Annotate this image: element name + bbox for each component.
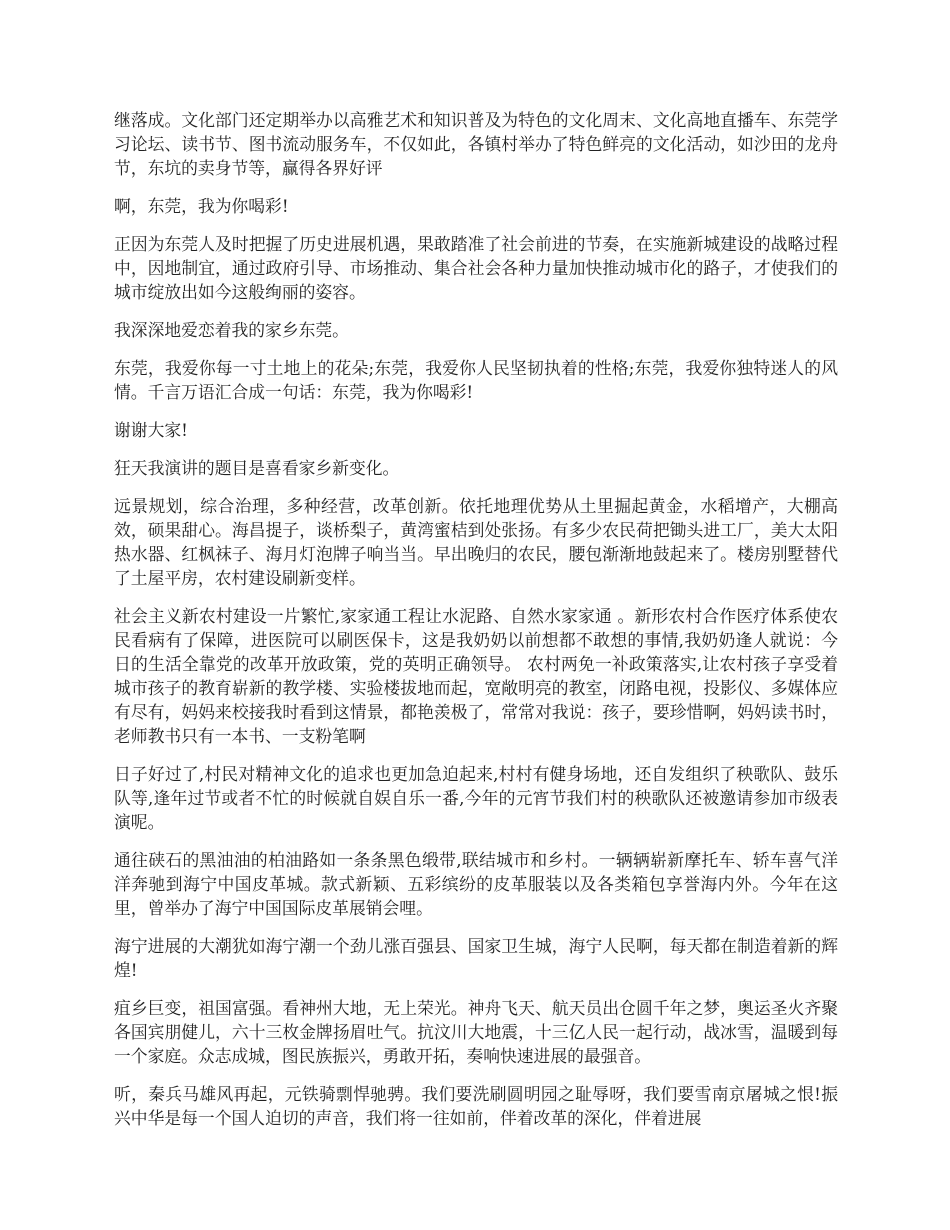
paragraph-8: 远景规划，综合治理，多种经营，改革创新。依托地理优势从土里掘起黄金，水稻增产，大棚高效，硕果甜心。海昌提子，谈桥梨子，黄湾蜜桔到处张扬。有多少农民荷把锄头进工厂，美大太阳热水器、红枫袜子、海月灯泡牌子响当当。早出晚归的农民，腰包渐渐地鼓起来了。楼房别墅替代了土屋平房，农村建设刷新变样。 [114,496,838,588]
paragraph-2: 啊，东莞，我为你喝彩! [114,196,289,216]
paragraph-14: 听，秦兵马雄风再起，元铁骑剽悍驰骋。我们要洗刷圆明园之耻辱呀，我们要雪南京屠城之恨!振兴中华是每一个国人迫切的声音，我们将一往如前，伴着改革的深化，伴着进展 [114,1084,838,1128]
paragraph-6: 谢谢大家! [114,420,188,440]
paragraph-4: 我深深地爱恋着我的家乡东莞。 [114,320,349,340]
paragraph-12: 海宁进展的大潮犹如海宁潮一个劲儿涨百强县、国家卫生城，海宁人民啊，每天都在制造着新的辉煌! [114,936,838,980]
paragraph-10: 日子好过了,村民对精神文化的追求也更加急迫起来,村村有健身场地，还自发组织了秧歌队、鼓乐队等,逢年过节或者不忙的时候就自娱自乐一番,今年的元宵节我们村的秧歌队还被邀请参加市级表演呢。 [114,764,838,832]
document-body [114,108,838,1144]
paragraph-3: 正因为东莞人及时把握了历史进展机遇，果敢踏准了社会前进的节奏，在实施新城建设的战略过程中，因地制宜，通过政府引导、市场推动、集合社会各种力量加快推动城市化的路子，才使我们的城市绽放出如今这般绚丽的姿容。 [114,234,838,302]
paragraph-5: 东莞，我爱你每一寸土地上的花朵;东莞，我爱你人民坚韧执着的性格;东莞，我爱你独特迷人的风情。千言万语汇合成一句话：东莞，我为你喝彩! [114,358,838,402]
paragraph-11: 通往硖石的黑油油的柏油路如一条条黑色缎带,联结城市和乡村。一辆辆崭新摩托车、轿车喜气洋洋奔驰到海宁中国皮革城。款式新颖、五彩缤纷的皮革服装以及各类箱包享誉海内外。今年在这里，曾举办了海宁中国国际皮革展销会哩。 [114,850,838,918]
paragraph-1: 继落成。文化部门还定期举办以高雅艺术和知识普及为特色的文化周末、文化高地直播车、东莞学习论坛、读书节、图书流动服务车，不仅如此，各镇村举办了特色鲜亮的文化活动，如沙田的龙舟节，东坑的卖身节等，赢得各界好评 [114,110,838,178]
paragraph-9: 社会主义新农村建设一片繁忙,家家通工程让水泥路、自然水家家通 。新形农村合作医疗体系使农民看病有了保障，进医院可以刷医保卡，这是我奶奶以前想都不敢想的事情,我奶奶逢人就说：今日的生活全靠党的改革开放政策，党的英明正确领导。 农村两免一补政策落实,让农村孩子享受着城市孩子的教育崭新的教学楼、实验楼拔地而起，宽敞明亮的教室，闭路电视，投影仪、多媒体应有尽有，妈妈来校接我时看到这情景，都艳羡极了，常常对我说：孩子，要珍惜啊，妈妈读书时，老师教书只有一本书、一支粉笔啊 [114,606,838,746]
paragraph-7: 狂天我演讲的题目是喜看家乡新变化。 [114,458,400,478]
paragraph-13: 疽乡巨变，祖国富强。看神州大地，无上荣光。神舟飞天、航天员出仓圆千年之梦，奥运圣火齐聚各国宾朋健儿，六十三枚金牌扬眉吐气。抗汶川大地震，十三亿人民一起行动，战冰雪，温暖到每一个家庭。众志成城，图民族振兴，勇敢开拓，奏响快速进展的最强音。 [114,998,838,1066]
